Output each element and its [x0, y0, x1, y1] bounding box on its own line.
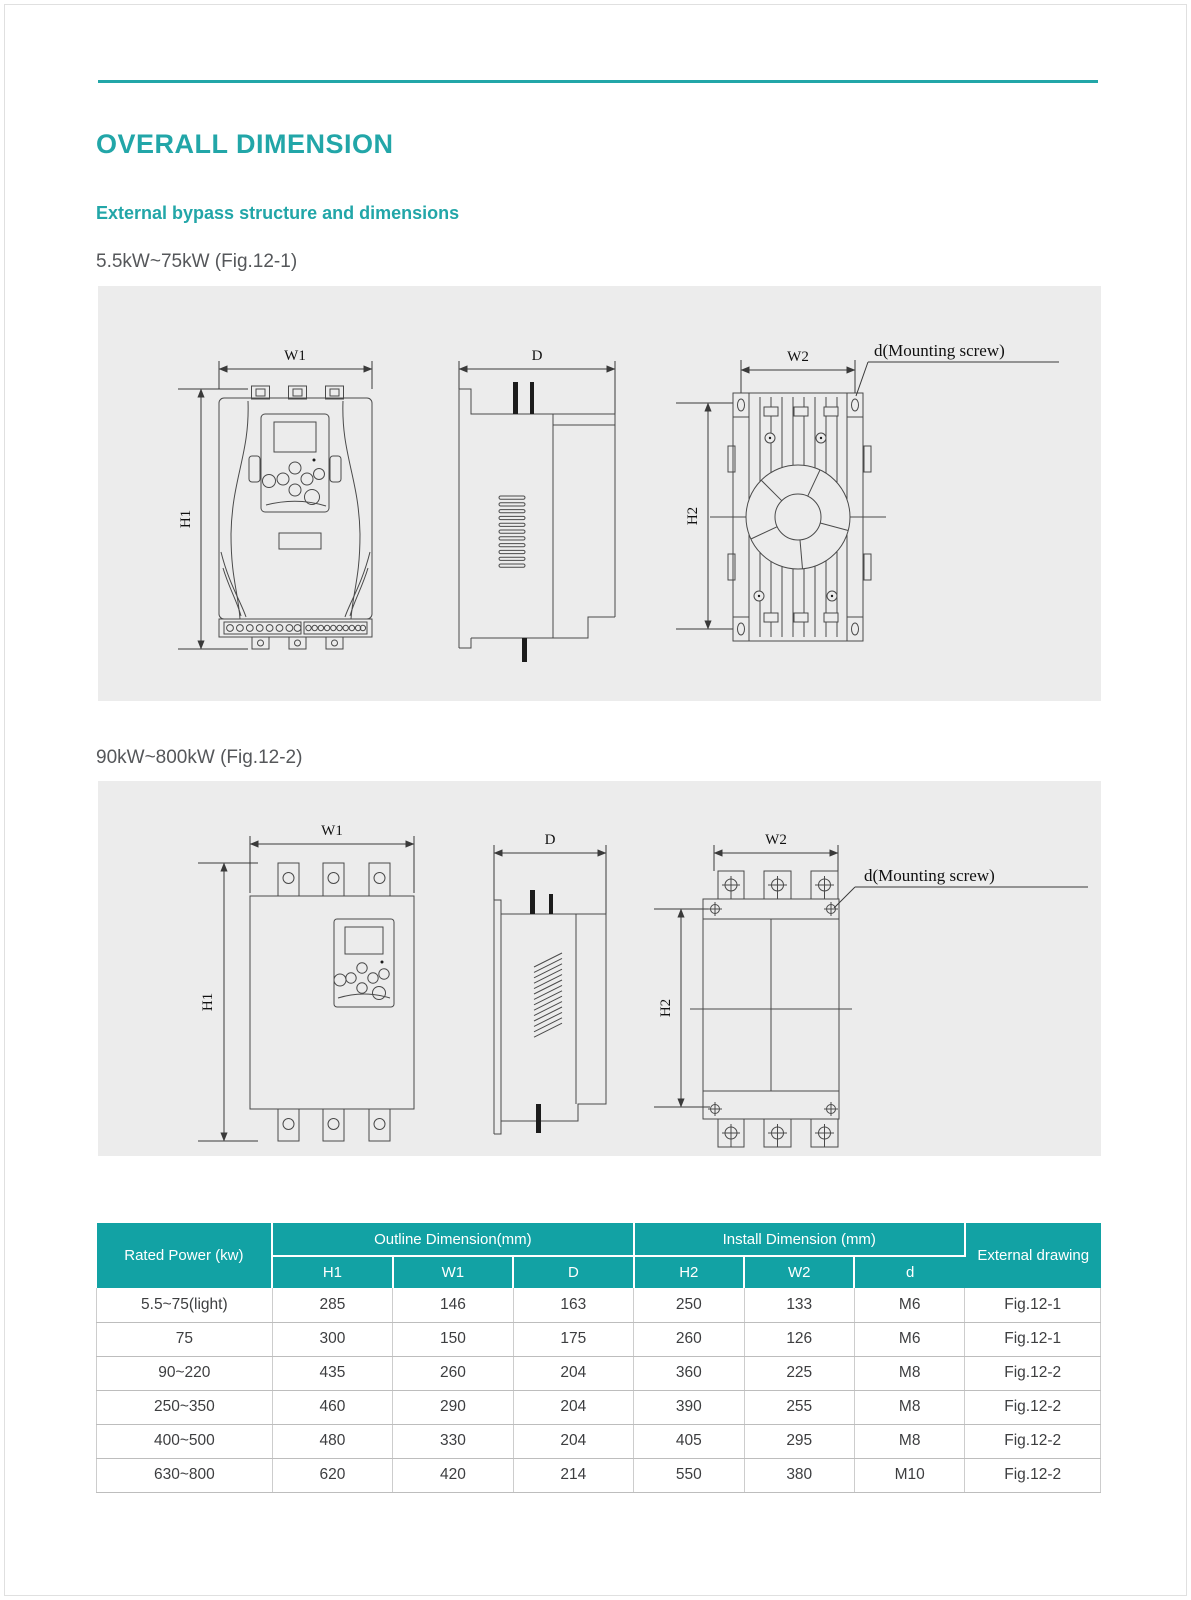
cell-d: 163: [513, 1288, 633, 1322]
fig2-label-h1: H1: [200, 992, 216, 1012]
cell-w2: 380: [744, 1458, 854, 1492]
cell-w1: 150: [393, 1322, 513, 1356]
table-row: [97, 1424, 1101, 1458]
fig1-label-mounting-screw: d(Mounting screw): [874, 341, 1005, 360]
cell-drawing: Fig.12-2: [965, 1356, 1101, 1390]
fig2-mounting-screw-callout: [834, 866, 1088, 908]
cell-h1: 435: [272, 1356, 392, 1390]
fig2-back-top-lugs: [718, 871, 838, 899]
header-rated-power: Rated Power (kw): [97, 1223, 273, 1288]
fig2-keypad: [334, 919, 394, 1007]
header-w2: W2: [744, 1256, 854, 1288]
fig2-label-w2: W2: [765, 832, 787, 848]
dimension-table: [96, 1223, 1101, 1493]
fig1-side-view: [459, 348, 615, 662]
cell-h2: 405: [634, 1424, 744, 1458]
fig2-back-view: [654, 832, 1088, 1147]
fig1-label-h2: H2: [685, 506, 701, 526]
fig2-back-bottom-lugs: [718, 1119, 838, 1147]
cell-h2: 260: [634, 1322, 744, 1356]
fig1-front-view: [178, 348, 372, 649]
cell-h2: 250: [634, 1288, 744, 1322]
cell-h2: 360: [634, 1356, 744, 1390]
header-w1: W1: [393, 1256, 513, 1288]
fig1-keypad: [249, 414, 341, 512]
cell-h1: 460: [272, 1390, 392, 1424]
header-outline-dimension: Outline Dimension(mm): [272, 1223, 633, 1256]
table-row: [97, 1288, 1101, 1322]
fig1-label-d: D: [531, 348, 543, 364]
fig2-top-lugs: [278, 863, 390, 896]
cell-rated-power: 630~800: [97, 1458, 273, 1492]
fig1-mounting-screw-callout: [856, 341, 1059, 396]
cell-d: 214: [513, 1458, 633, 1492]
manual-page: [4, 4, 1187, 1596]
table-row: [97, 1322, 1101, 1356]
cell-d: 204: [513, 1390, 633, 1424]
cell-h1: 300: [272, 1322, 392, 1356]
fig2-vent-hatch: [534, 953, 562, 1037]
header-d-screw: d: [854, 1256, 964, 1288]
cell-screw: M8: [854, 1390, 964, 1424]
header-install-dimension: Install Dimension (mm): [634, 1223, 965, 1256]
cell-screw: M10: [854, 1458, 964, 1492]
fig1-fan: [710, 465, 886, 569]
cell-d: 204: [513, 1424, 633, 1458]
cell-drawing: Fig.12-1: [965, 1288, 1101, 1322]
header-h2: H2: [634, 1256, 744, 1288]
fig2-front-view: [198, 823, 414, 1141]
cell-drawing: Fig.12-2: [965, 1424, 1101, 1458]
fig2-label-w1: W1: [321, 823, 343, 839]
cell-drawing: Fig.12-2: [965, 1458, 1101, 1492]
cell-screw: M6: [854, 1322, 964, 1356]
fig2-label-d: D: [544, 832, 556, 848]
table-row: [97, 1458, 1101, 1492]
cell-w1: 146: [393, 1288, 513, 1322]
fig1-label-h1: H1: [178, 509, 194, 529]
top-divider-rule: [98, 80, 1098, 83]
cell-h1: 620: [272, 1458, 392, 1492]
fig1-vent-slots: [499, 496, 525, 567]
fig2-side-view: [494, 832, 606, 1134]
cell-w2: 295: [744, 1424, 854, 1458]
fig1-drawing: [98, 286, 1101, 701]
fig1-back-view: [676, 341, 1059, 641]
cell-w1: 290: [393, 1390, 513, 1424]
fig1-caption: 5.5kW~75kW (Fig.12-1): [96, 251, 298, 272]
fig1-panel: [98, 286, 1101, 701]
fig2-label-mounting-screw: d(Mounting screw): [864, 866, 995, 885]
cell-w2: 225: [744, 1356, 854, 1390]
table-row: [97, 1390, 1101, 1424]
cell-h2: 390: [634, 1390, 744, 1424]
fig2-caption: 90kW~800kW (Fig.12-2): [96, 747, 303, 768]
cell-rated-power: 250~350: [97, 1390, 273, 1424]
cell-h1: 285: [272, 1288, 392, 1322]
cell-w2: 255: [744, 1390, 854, 1424]
cell-screw: M8: [854, 1424, 964, 1458]
fig2-drawing: [98, 781, 1101, 1156]
fig1-label-w2: W2: [787, 349, 809, 365]
cell-d: 175: [513, 1322, 633, 1356]
cell-rated-power: 5.5~75(light): [97, 1288, 273, 1322]
fig1-label-w1: W1: [284, 348, 306, 364]
cell-h2: 550: [634, 1458, 744, 1492]
cell-w2: 126: [744, 1322, 854, 1356]
fig2-panel: [98, 781, 1101, 1156]
cell-w1: 330: [393, 1424, 513, 1458]
header-h1: H1: [272, 1256, 392, 1288]
section-subtitle: External bypass structure and dimensions: [96, 203, 460, 223]
header-d: D: [513, 1256, 633, 1288]
cell-rated-power: 400~500: [97, 1424, 273, 1458]
cell-screw: M6: [854, 1288, 964, 1322]
page-title: OVERALL DIMENSION: [96, 129, 394, 159]
header-external-drawing: External drawing: [965, 1223, 1101, 1288]
cell-rated-power: 75: [97, 1322, 273, 1356]
fig2-label-h2: H2: [658, 998, 674, 1018]
cell-drawing: Fig.12-1: [965, 1322, 1101, 1356]
cell-rated-power: 90~220: [97, 1356, 273, 1390]
fig1-mounting-feet: [252, 637, 343, 649]
cell-w1: 420: [393, 1458, 513, 1492]
cell-w1: 260: [393, 1356, 513, 1390]
fig2-bottom-lugs: [278, 1109, 390, 1141]
cell-drawing: Fig.12-2: [965, 1390, 1101, 1424]
cell-screw: M8: [854, 1356, 964, 1390]
cell-h1: 480: [272, 1424, 392, 1458]
cell-w2: 133: [744, 1288, 854, 1322]
cell-d: 204: [513, 1356, 633, 1390]
fig1-top-terminals: [252, 386, 344, 399]
table-row: [97, 1356, 1101, 1390]
fig1-terminal-strip: [219, 619, 372, 637]
